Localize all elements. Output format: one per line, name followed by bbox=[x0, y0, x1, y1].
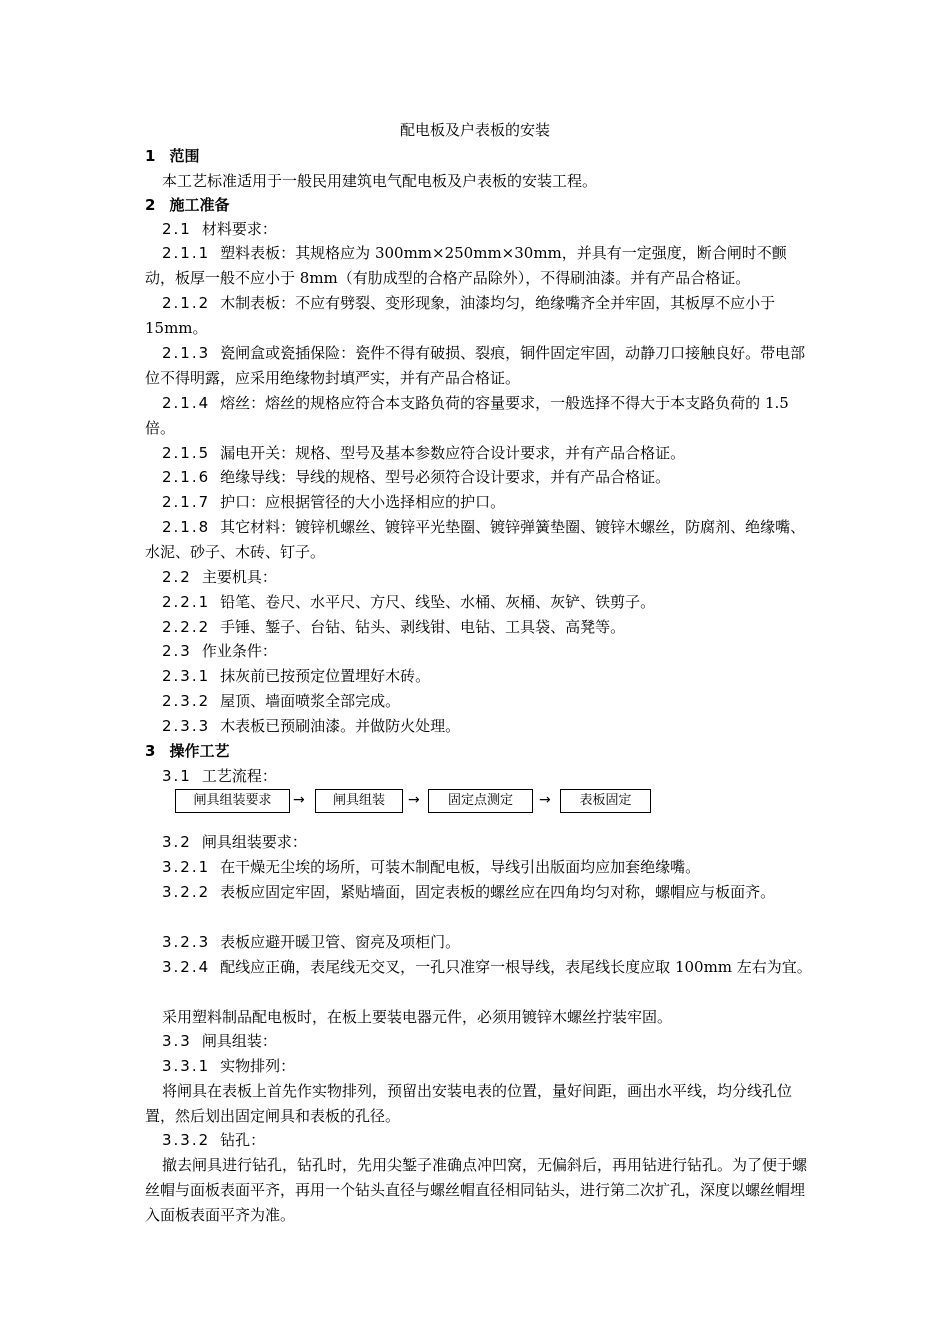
item-text: 塑料表板：其规格应为 300mm×250mm×30mm，并具有一定强度，断合闸时不颤动，板厚一般不应小于 8mm（有肋成型的合格产品除外），不得刷油漆。并有产品合格证。 bbox=[145, 244, 787, 287]
paragraph-arrangement: 将闸具在表板上首先作实物排列，预留出安装电表的位置，量好间距，画出水平线，均分线孔位置，然后划出固定闸具和表板的孔径。 bbox=[145, 1082, 793, 1125]
item-number: 2.3 bbox=[162, 642, 192, 660]
item-number: 3.2.4 bbox=[162, 958, 211, 976]
item-text: 绝缘导线：导线的规格、型号必须符合设计要求，并有产品合格证。 bbox=[220, 468, 671, 486]
item-text: 木制表板：不应有劈裂、变形现象，油漆均匀，绝缘嘴齐全并牢固，其板厚不应小于 15mm。 bbox=[145, 294, 776, 337]
item-number: 2.1 bbox=[162, 220, 192, 238]
item-text: 抹灰前已按预定位置埋好木砖。 bbox=[220, 667, 431, 685]
document-title: 配电板及户表板的安装 bbox=[399, 121, 550, 139]
item-number: 3.2.2 bbox=[162, 883, 211, 901]
flow-arrow-icon: → bbox=[539, 792, 551, 808]
item-text: 表板应固定牢固，紧贴墙面，固定表板的螺丝应在四角均匀对称，螺帽应与板面齐。 bbox=[220, 883, 776, 901]
item-text: 木表板已预刷油漆。并做防火处理。 bbox=[220, 717, 461, 735]
item-3-3-2 bbox=[145, 1128, 813, 1153]
flow-step-2: 闸具组装 bbox=[315, 789, 403, 813]
item-number: 2.1.1 bbox=[162, 244, 211, 262]
section-number: 1 bbox=[145, 147, 156, 165]
item-2-1-6 bbox=[145, 465, 813, 490]
item-text: 护口：应根据管径的大小选择相应的护口。 bbox=[220, 493, 506, 511]
item-3-2 bbox=[145, 830, 813, 855]
item-2-3-3 bbox=[145, 714, 813, 739]
flow-arrow-icon: → bbox=[293, 792, 305, 808]
item-2-1-5 bbox=[145, 441, 813, 466]
item-number: 2.2 bbox=[162, 568, 192, 586]
flow-step-3: 固定点测定 bbox=[428, 789, 533, 813]
item-text: 屋顶、墙面喷浆全部完成。 bbox=[220, 692, 401, 710]
item-number: 2.1.8 bbox=[162, 518, 211, 536]
item-text: 主要机具： bbox=[201, 568, 277, 586]
item-text: 熔丝：熔丝的规格应符合本支路负荷的容量要求，一般选择不得大于本支路负荷的 1.5 倍。 bbox=[145, 394, 789, 437]
flow-step-4: 表板固定 bbox=[560, 789, 651, 813]
item-number: 2.1.7 bbox=[162, 493, 211, 511]
item-3-3 bbox=[145, 1029, 813, 1054]
item-number: 2.3.3 bbox=[162, 717, 211, 735]
section-1-heading bbox=[145, 144, 813, 169]
item-text: 闸具组装要求： bbox=[201, 833, 307, 851]
item-number: 3.3.2 bbox=[162, 1131, 211, 1149]
item-text: 瓷闸盒或瓷插保险：瓷件不得有破损、裂痕，铜件固定牢固，动静刀口接触良好。带电部位不得明露，应采用绝缘物封填严实，并有产品合格证。 bbox=[145, 344, 806, 387]
paragraph-drilling: 撤去闸具进行钻孔，钻孔时，先用尖錾子准确点冲凹窝，无偏斜后，再用钻进行钻孔。为了便于螺丝帽与面板表面平齐，再用一个钻头直径与螺丝帽直径相同钻头，进行第二次扩孔，深度以螺丝帽埋入面板表面平齐为准。 bbox=[145, 1156, 808, 1224]
item-2-1-7 bbox=[145, 490, 813, 515]
item-number: 2.2.2 bbox=[162, 618, 211, 636]
paragraph-plastic-board: 采用塑料制品配电板时，在板上要装电器元件，必须用镀锌木螺丝拧装牢固。 bbox=[162, 1008, 673, 1026]
item-number: 2.1.6 bbox=[162, 468, 211, 486]
section-title: 范围 bbox=[169, 147, 200, 165]
item-2-1-4 bbox=[145, 391, 813, 441]
item-number: 3.2.1 bbox=[162, 858, 211, 876]
item-2-1-2 bbox=[145, 291, 813, 341]
section-title: 施工准备 bbox=[169, 196, 230, 214]
item-3-2-2 bbox=[145, 880, 813, 905]
process-flow-diagram bbox=[175, 785, 655, 815]
item-text: 工艺流程： bbox=[201, 767, 277, 785]
item-text: 手锤、錾子、台钻、钻头、剥线钳、电钻、工具袋、高凳等。 bbox=[220, 618, 626, 636]
item-number: 2.3.2 bbox=[162, 692, 211, 710]
section-title: 操作工艺 bbox=[169, 742, 230, 760]
item-2-3-2 bbox=[145, 689, 813, 714]
item-2-3 bbox=[145, 639, 813, 664]
section-number: 2 bbox=[145, 196, 156, 214]
item-2-2 bbox=[145, 565, 813, 590]
item-number: 2.1.4 bbox=[162, 394, 211, 412]
item-2-1 bbox=[145, 217, 813, 242]
item-number: 2.1.2 bbox=[162, 294, 211, 312]
section-1-body: 本工艺标准适用于一般民用建筑电气配电板及户表板的安装工程。 bbox=[162, 172, 598, 190]
item-text: 材料要求： bbox=[201, 220, 277, 238]
item-text: 作业条件： bbox=[201, 642, 277, 660]
item-3-2-4 bbox=[145, 955, 813, 980]
section-2-heading bbox=[145, 193, 813, 218]
item-text: 其它材料：镀锌机螺丝、镀锌平光垫圈、镀锌弹簧垫圈、镀锌木螺丝，防腐剂、绝缘嘴、水泥、砂子、木砖、钉子。 bbox=[145, 518, 806, 561]
item-text: 在干燥无尘埃的场所，可装木制配电板，导线引出版面均应加套绝缘嘴。 bbox=[220, 858, 701, 876]
item-2-2-1 bbox=[145, 590, 813, 615]
item-2-1-1 bbox=[145, 241, 813, 291]
item-number: 3.2 bbox=[162, 833, 192, 851]
item-text: 铅笔、卷尺、水平尺、方尺、线坠、水桶、灰桶、灰铲、铁剪子。 bbox=[220, 593, 656, 611]
item-number: 2.1.5 bbox=[162, 444, 211, 462]
item-2-1-3 bbox=[145, 341, 813, 391]
item-2-1-8 bbox=[145, 515, 813, 565]
item-text: 闸具组装： bbox=[201, 1032, 277, 1050]
section-number: 3 bbox=[145, 742, 156, 760]
item-2-2-2 bbox=[145, 615, 813, 640]
item-text: 漏电开关：规格、型号及基本参数应符合设计要求，并有产品合格证。 bbox=[220, 444, 686, 462]
flow-arrow-icon: → bbox=[408, 792, 420, 808]
item-text: 表板应避开暖卫管、窗亮及项柜门。 bbox=[220, 933, 461, 951]
section-3-heading bbox=[145, 739, 813, 764]
item-number: 3.3 bbox=[162, 1032, 192, 1050]
item-text: 实物排列： bbox=[220, 1057, 296, 1075]
item-text: 配线应正确，表尾线无交叉，一孔只准穿一根导线，表尾线长度应取 100mm 左右为宜。 bbox=[220, 958, 812, 976]
item-2-3-1 bbox=[145, 664, 813, 689]
item-number: 3.1 bbox=[162, 767, 192, 785]
item-number: 3.3.1 bbox=[162, 1057, 211, 1075]
item-3-2-3 bbox=[145, 930, 813, 955]
item-text: 钻孔： bbox=[220, 1131, 266, 1149]
item-3-2-1 bbox=[145, 855, 813, 880]
flow-step-1: 闸具组装要求 bbox=[175, 789, 290, 813]
item-3-3-1 bbox=[145, 1054, 813, 1079]
item-number: 2.1.3 bbox=[162, 344, 211, 362]
item-number: 2.2.1 bbox=[162, 593, 211, 611]
item-number: 3.2.3 bbox=[162, 933, 211, 951]
item-number: 2.3.1 bbox=[162, 667, 211, 685]
